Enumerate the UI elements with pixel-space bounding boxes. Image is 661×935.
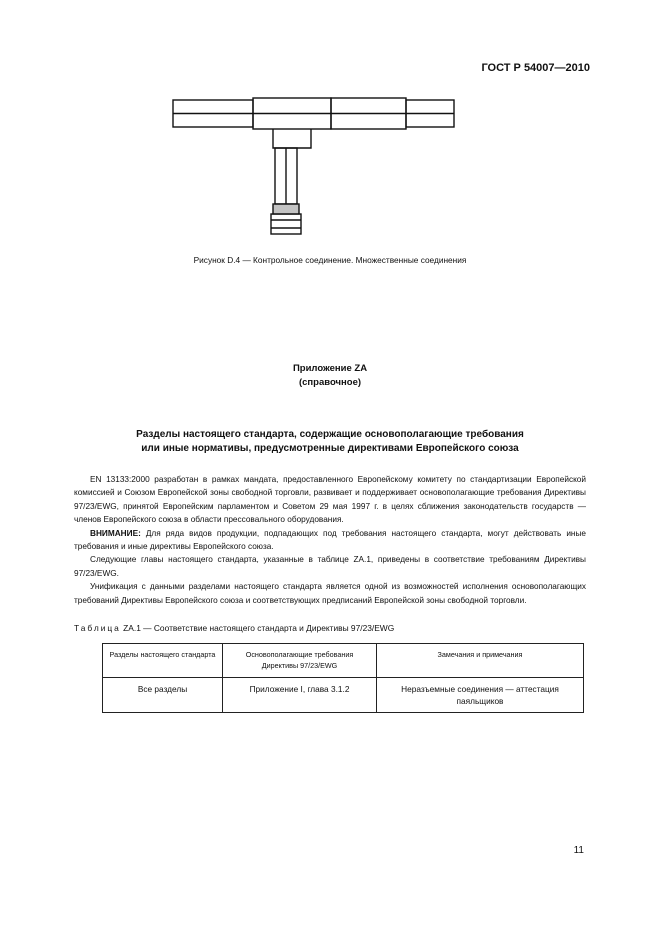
table-row [103, 678, 584, 713]
table-label: Таблица [74, 623, 121, 633]
page-number: 11 [573, 845, 584, 856]
annex-name: Приложение ZA [292, 363, 368, 374]
standard-header: ГОСТ Р 54007—2010 [481, 62, 590, 74]
cell-sections: Все разделы [103, 678, 223, 713]
cell-remarks: Неразъемные соединения — аттестация паяльщиков [377, 678, 584, 713]
figure-caption: Рисунок D.4 — Контрольное соединение. Множественные соединения [193, 255, 467, 265]
table-title [74, 623, 586, 633]
cell-requirements: Приложение I, глава 3.1.2 [223, 678, 377, 713]
annex-type: (справочное) [298, 377, 362, 388]
paragraph-2-text: Для ряда видов продукции, подпадающих под требования настоящего стандарта, могут действовать иные требования и иные директивы Европейского союза. [74, 528, 586, 552]
tee-branch [273, 129, 311, 148]
header-sections: Разделы настоящего стандарта [103, 644, 223, 678]
paragraph-1: EN 13133:2000 разработан в рамках мандата, предоставленного Европейскому комитету по стандартизации Европейской комиссией и Союзом Европейской зоны свободной торговли, развивает и поддерживает основополагающие требования Директивы 97/23/EWG, принятой Европейским парламентом и Советом 29 мая 1997 г. в целях сближения законодательств государств — членов Европейского союза в области прессовального оборудования. [74, 475, 586, 525]
table-header-row [103, 644, 584, 678]
paragraph-4: Унификация с данными разделами настоящего стандарта является одной из возможностей исполнения основополагающих требований Директивы Европейского союза и соответствующих предписаний Европейской зоны свободной торговли. [74, 582, 586, 605]
header-requirements: Основополагающие требования Директивы 97/23/EWG [223, 644, 377, 678]
paragraph-2 [74, 527, 586, 554]
fitting [273, 204, 299, 214]
attention-label: ВНИМАНИЕ: [90, 528, 141, 538]
table-caption: ZA.1 — Соответствие настоящего стандарта и Директивы 97/23/EWG [120, 623, 395, 633]
compliance-table [102, 643, 584, 713]
section-heading-line2: или иные нормативы, предусмотренные директивами Европейского союза [141, 443, 519, 454]
section-heading-line1: Разделы настоящего стандарта, содержащие основополагающие требования [136, 429, 524, 440]
section-heading [60, 428, 600, 456]
annex-title [60, 362, 600, 390]
tee-joint-drawing [165, 92, 465, 242]
paragraph-3: Следующие главы настоящего стандарта, указанные в таблице ZA.1, приведены в соответствие требованиям Директивы 97/23/EWG. [74, 555, 586, 578]
annex-body [74, 473, 586, 607]
header-remarks: Замечания и примечания [377, 644, 584, 678]
nut [271, 214, 301, 234]
